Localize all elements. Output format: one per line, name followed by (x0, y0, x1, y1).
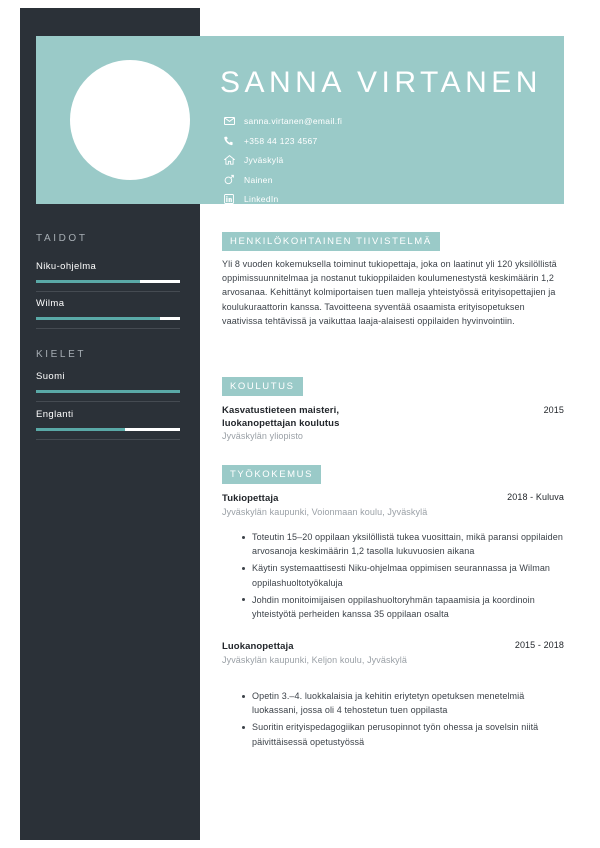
contact-linkedin-text: LinkedIn (244, 194, 279, 204)
list-item: Toteutin 15–20 oppilaan yksilöllistä tukea vuosittain, mikä paransi oppilaiden arvosanoja keskimäärin 1,2 tasolla lukuvuosien aikana (252, 530, 572, 558)
contact-gender-text: Nainen (244, 174, 273, 185)
education-degree: Kasvatustieteen maisteri, luokanopettajan koulutus (222, 405, 340, 429)
email-icon (222, 115, 236, 127)
experience-role: Luokanopettaja (222, 641, 294, 652)
language-bar-fill (36, 428, 125, 431)
experience-date: 2018 - Kuluva (507, 492, 564, 502)
summary-section-heading: HENKILÖKOHTAINEN TIIVISTELMÄ (222, 232, 440, 251)
languages-heading: KIELET (36, 349, 87, 360)
list-item: Suoritin erityispedagogiikan perusopinnot työn ohessa ja sovelsin niitä päivittäisessä opetustyössä (252, 720, 572, 748)
education-section-heading: KOULUTUS (222, 377, 303, 396)
skill-label: Wilma (36, 298, 65, 309)
header-banner (36, 36, 564, 204)
language-item (36, 409, 180, 431)
contact-location-text: Jyväskylä (244, 155, 284, 165)
language-bar (36, 428, 180, 431)
skill-bar-fill (36, 317, 160, 320)
experience-section-heading: TYÖKOKEMUS (222, 465, 321, 484)
language-label: Englanti (36, 409, 74, 420)
experience-bullets (240, 689, 572, 752)
list-item: Käytin systemaattisesti Niku-ohjelmaa oppimisen seurannassa ja Wilman oppilashuoltotyökaluja (252, 561, 572, 589)
divider (36, 439, 180, 440)
skill-label: Niku-ohjelma (36, 261, 97, 272)
gender-icon (222, 174, 236, 186)
experience-employer: Jyväskylän kaupunki, Keljon koulu, Jyväskylä (222, 655, 407, 665)
summary-text: Yli 8 vuoden kokemuksella toiminut tukiopettaja, joka on laatinut yli 120 yksilöllistä oppimissuunnitelmaa ja nostanut tukioppilaiden koulumenestystä keskimäärin 1,2 arvosanaa. Kehittänyt kolmiportaisen tuen malleja yhteistyössä erityisopettajien ja koulukuraattorin kanssa. Tavoitteena syventää osaamista erityisopetuksen vaativissa tehtävissä ja vaikuttaa laaja-alaisesti oppilaiden hyvinvointiin. (222, 259, 557, 326)
language-bar-fill (36, 390, 180, 393)
contact-phone-text: +358 44 123 4567 (244, 135, 318, 146)
linkedin-icon (222, 193, 236, 205)
avatar (70, 60, 190, 180)
contact-gender (222, 173, 552, 187)
contact-list (222, 114, 552, 212)
experience-date: 2015 - 2018 (514, 640, 564, 650)
education-school: Jyväskylän yliopisto (222, 431, 304, 441)
contact-email-text: sanna.virtanen@email.fi (244, 116, 343, 126)
divider (36, 328, 180, 329)
skill-item (36, 261, 180, 283)
home-icon (222, 154, 236, 166)
page-title: SANNA VIRTANEN (220, 66, 542, 99)
phone-icon (222, 135, 236, 147)
skill-bar (36, 317, 180, 320)
contact-linkedin[interactable] (222, 192, 552, 206)
language-label: Suomi (36, 371, 65, 382)
language-bar (36, 390, 180, 393)
contact-email[interactable] (222, 114, 552, 128)
education-date: 2015 (543, 405, 564, 415)
contact-phone[interactable] (222, 134, 552, 148)
skill-bar (36, 280, 180, 283)
experience-bullets (240, 530, 572, 624)
experience-role: Tukiopettaja (222, 493, 279, 504)
skill-item (36, 298, 180, 320)
list-item: Johdin monitoimijaisen oppilashuoltoryhmän tapaamisia ja koordinoin yhteistyötä perheiden kanssa 35 oppilaan osalta (252, 593, 572, 621)
skills-heading: TAIDOT (36, 233, 88, 244)
list-item: Opetin 3.–4. luokkalaisia ja kehitin eriytetyn opetuksen menetelmiä luokassani, jossa oli 4 tehostetun tuen oppilasta (252, 689, 572, 717)
contact-location (222, 153, 552, 167)
divider (36, 401, 180, 402)
experience-employer: Jyväskylän kaupunki, Voionmaan koulu, Jyväskylä (222, 507, 428, 517)
language-item (36, 371, 180, 393)
skill-bar-fill (36, 280, 140, 283)
divider (36, 291, 180, 292)
